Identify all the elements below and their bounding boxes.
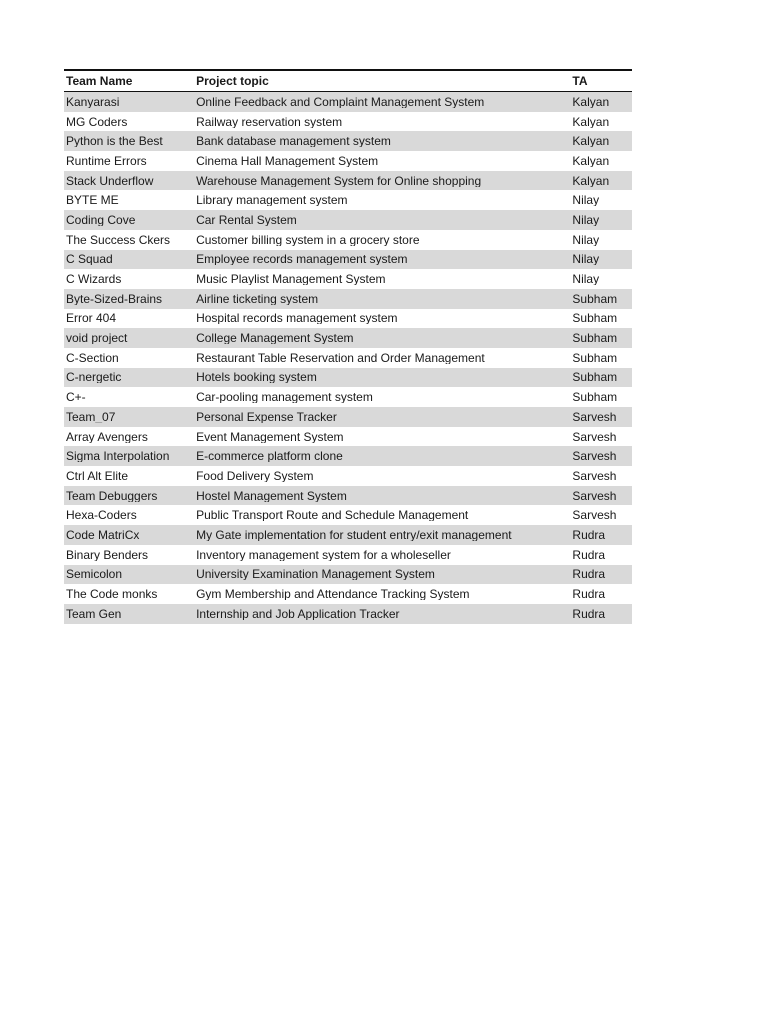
team-name-cell: Team_07 bbox=[66, 410, 116, 423]
project-topic-cell: My Gate implementation for student entry/exit management bbox=[196, 528, 512, 541]
team-name-cell: BYTE ME bbox=[66, 194, 119, 207]
team-name-cell: C-Section bbox=[66, 351, 119, 364]
team-name-cell: Kanyarasi bbox=[66, 95, 120, 108]
project-topic-cell: Inventory management system for a wholeseller bbox=[196, 548, 451, 561]
table-row bbox=[64, 250, 632, 270]
table-row bbox=[64, 387, 632, 407]
team-name-cell: Stack Underflow bbox=[66, 174, 154, 187]
ta-cell: Nilay bbox=[572, 253, 600, 266]
ta-cell: Kalyan bbox=[572, 174, 610, 187]
project-topic-cell: Car-pooling management system bbox=[196, 391, 373, 404]
table-row bbox=[64, 92, 632, 112]
team-name-cell: C-nergetic bbox=[66, 371, 122, 384]
project-topic-cell: Restaurant Table Reservation and Order Management bbox=[196, 351, 485, 364]
table-row bbox=[64, 525, 632, 545]
table-row bbox=[64, 328, 632, 348]
table-header-row bbox=[64, 71, 632, 92]
table-row bbox=[64, 151, 632, 171]
project-topic-cell: Hospital records management system bbox=[196, 312, 398, 325]
team-name-cell: Hexa-Coders bbox=[66, 509, 137, 522]
project-topic-cell: College Management System bbox=[196, 332, 354, 345]
table-row bbox=[64, 466, 632, 486]
team-name-cell: C+- bbox=[66, 391, 86, 404]
project-assignment-table bbox=[64, 69, 632, 624]
project-topic-cell: Food Delivery System bbox=[196, 469, 314, 482]
table-body bbox=[64, 92, 632, 624]
table-row bbox=[64, 112, 632, 132]
project-topic-cell: Car Rental System bbox=[196, 213, 297, 226]
ta-cell: Sarvesh bbox=[572, 469, 617, 482]
table-row bbox=[64, 210, 632, 230]
project-topic-cell: Online Feedback and Complaint Management System bbox=[196, 95, 485, 108]
team-name-cell: Ctrl Alt Elite bbox=[66, 469, 129, 482]
ta-cell: Rudra bbox=[572, 607, 606, 620]
ta-cell: Subham bbox=[572, 332, 618, 345]
ta-cell: Subham bbox=[572, 371, 618, 384]
table-row bbox=[64, 446, 632, 466]
project-topic-cell: E-commerce platform clone bbox=[196, 450, 343, 463]
table-row bbox=[64, 289, 632, 309]
table-row bbox=[64, 407, 632, 427]
table-row bbox=[64, 269, 632, 289]
ta-cell: Rudra bbox=[572, 528, 606, 541]
project-topic-cell: Hotels booking system bbox=[196, 371, 317, 384]
ta-cell: Nilay bbox=[572, 194, 600, 207]
ta-cell: Rudra bbox=[572, 548, 606, 561]
table-row bbox=[64, 368, 632, 388]
ta-cell: Nilay bbox=[572, 213, 600, 226]
table-row bbox=[64, 309, 632, 329]
table-row bbox=[64, 348, 632, 368]
team-name-cell: C Wizards bbox=[66, 273, 122, 286]
project-topic-cell: Internship and Job Application Tracker bbox=[196, 607, 400, 620]
ta-cell: Kalyan bbox=[572, 135, 610, 148]
team-name-cell: Array Avengers bbox=[66, 430, 148, 443]
ta-cell: Subham bbox=[572, 292, 618, 305]
ta-cell: Nilay bbox=[572, 273, 600, 286]
table-row bbox=[64, 604, 632, 624]
ta-cell: Kalyan bbox=[572, 95, 610, 108]
table-row bbox=[64, 230, 632, 250]
team-name-cell: Byte-Sized-Brains bbox=[66, 292, 163, 305]
ta-cell: Subham bbox=[572, 391, 618, 404]
team-name-cell: MG Coders bbox=[66, 115, 128, 128]
table-row bbox=[64, 545, 632, 565]
project-topic-cell: Gym Membership and Attendance Tracking System bbox=[196, 588, 470, 601]
project-topic-cell: University Examination Management System bbox=[196, 568, 435, 581]
ta-cell: Sarvesh bbox=[572, 410, 617, 423]
ta-cell: Rudra bbox=[572, 568, 606, 581]
project-topic-cell: Warehouse Management System for Online shopping bbox=[196, 174, 482, 187]
team-name-cell: Coding Cove bbox=[66, 213, 136, 226]
ta-cell: Sarvesh bbox=[572, 450, 617, 463]
table-row bbox=[64, 171, 632, 191]
team-name-cell: Runtime Errors bbox=[66, 154, 147, 167]
project-topic-cell: Railway reservation system bbox=[196, 115, 343, 128]
project-topic-cell: Personal Expense Tracker bbox=[196, 410, 337, 423]
team-name-cell: Sigma Interpolation bbox=[66, 450, 170, 463]
project-topic-cell: Airline ticketing system bbox=[196, 292, 319, 305]
header-ta: TA bbox=[572, 75, 588, 87]
team-name-cell: Semicolon bbox=[66, 568, 123, 581]
header-team-name: Team Name bbox=[66, 75, 133, 87]
ta-cell: Rudra bbox=[572, 588, 606, 601]
project-topic-cell: Customer billing system in a grocery store bbox=[196, 233, 420, 246]
ta-cell: Kalyan bbox=[572, 154, 610, 167]
project-topic-cell: Cinema Hall Management System bbox=[196, 154, 379, 167]
ta-cell: Sarvesh bbox=[572, 430, 617, 443]
team-name-cell: The Success Ckers bbox=[66, 233, 171, 246]
project-topic-cell: Hostel Management System bbox=[196, 489, 347, 502]
team-name-cell: The Code monks bbox=[66, 588, 158, 601]
team-name-cell: Python is the Best bbox=[66, 135, 163, 148]
table-row bbox=[64, 505, 632, 525]
ta-cell: Nilay bbox=[572, 233, 600, 246]
team-name-cell: void project bbox=[66, 332, 128, 345]
table-row bbox=[64, 190, 632, 210]
project-topic-cell: Library management system bbox=[196, 194, 348, 207]
team-name-cell: Binary Benders bbox=[66, 548, 149, 561]
project-topic-cell: Public Transport Route and Schedule Management bbox=[196, 509, 469, 522]
table-row bbox=[64, 486, 632, 506]
table-row bbox=[64, 565, 632, 585]
table-row bbox=[64, 584, 632, 604]
team-name-cell: Error 404 bbox=[66, 312, 117, 325]
project-topic-cell: Employee records management system bbox=[196, 253, 408, 266]
project-topic-cell: Bank database management system bbox=[196, 135, 391, 148]
project-topic-cell: Music Playlist Management System bbox=[196, 273, 386, 286]
team-name-cell: C Squad bbox=[66, 253, 113, 266]
table-row bbox=[64, 131, 632, 151]
team-name-cell: Code MatriCx bbox=[66, 528, 140, 541]
header-project-topic: Project topic bbox=[196, 75, 269, 87]
ta-cell: Subham bbox=[572, 351, 618, 364]
ta-cell: Sarvesh bbox=[572, 509, 617, 522]
ta-cell: Subham bbox=[572, 312, 618, 325]
table-row bbox=[64, 427, 632, 447]
team-name-cell: Team Gen bbox=[66, 607, 122, 620]
project-topic-cell: Event Management System bbox=[196, 430, 344, 443]
ta-cell: Kalyan bbox=[572, 115, 610, 128]
team-name-cell: Team Debuggers bbox=[66, 489, 158, 502]
ta-cell: Sarvesh bbox=[572, 489, 617, 502]
